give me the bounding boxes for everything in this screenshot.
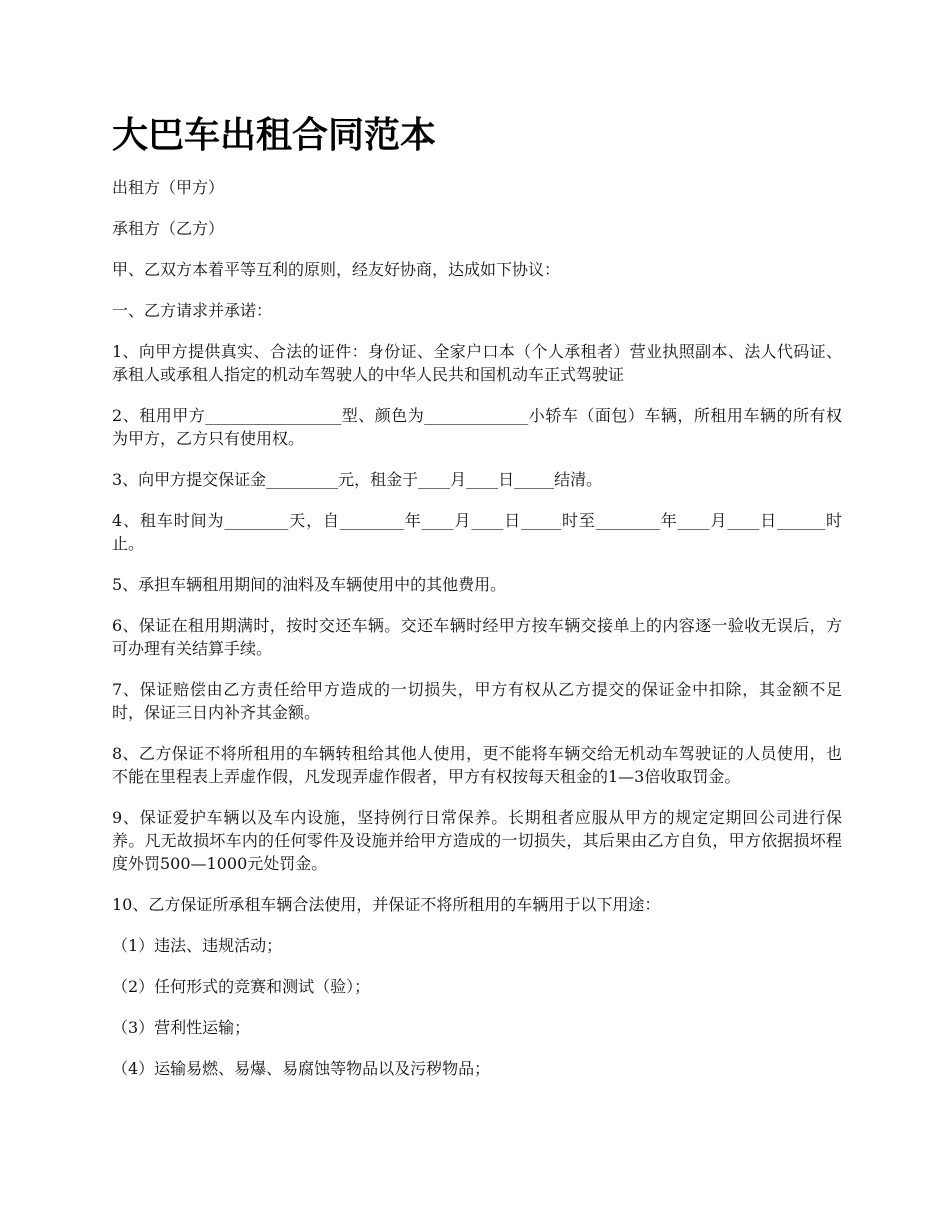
clause-3: 3、向甲方提交保证金_________元，租金于____月____日_____结清。 bbox=[112, 470, 603, 489]
clause-9: 9、保证爱护车辆以及车内设施，坚持例行日常保养。长期租者应服从甲方的规定定期回公司进行保养。凡无故损坏车内的任何零件及设施并给甲方造成的一切损失，其后果由乙方自负，甲方依据损坏程度外罚500—1000元处罚金。 bbox=[112, 808, 842, 873]
clause-2: 2、租用甲方_________________型、颜色为_____________小轿车（面包）车辆，所租用车辆的所有权为甲方，乙方只有使用权。 bbox=[112, 406, 842, 448]
paragraph-lessor: 出租方（甲方） bbox=[112, 178, 225, 197]
sub-item-4: （4）运输易燃、易爆、易腐蚀等物品以及污秽物品； bbox=[112, 1059, 491, 1078]
document-body bbox=[112, 176, 842, 1098]
sub-item-1: （1）违法、违规活动； bbox=[112, 936, 283, 955]
clause-5: 5、承担车辆租用期间的油料及车辆使用中的其他费用。 bbox=[112, 575, 507, 594]
clause-6: 6、保证在租用期满时，按时交还车辆。交还车辆时经甲方按车辆交接单上的内容逐一验收无误后，方可办理有关结算手续。 bbox=[112, 616, 842, 658]
clause-10: 10、乙方保证所承租车辆合法使用，并保证不将所租用的车辆用于以下用途： bbox=[112, 895, 661, 914]
document-title: 大巴车出租合同范本 bbox=[112, 115, 437, 156]
clause-1: 1、向甲方提供真实、合法的证件：身份证、全家户口本（个人承租者）营业执照副本、法人代码证、承租人或承租人指定的机动车驾驶人的中华人民共和国机动车正式驾驶证 bbox=[112, 342, 842, 384]
clause-4: 4、租车时间为________天，自________年____月____日_____时至________年____月____日______时止。 bbox=[112, 511, 842, 553]
clause-8: 8、乙方保证不将所租用的车辆转租给其他人使用，更不能将车辆交给无机动车驾驶证的人员使用，也不能在里程表上弄虚作假，凡发现弄虚作假者，甲方有权按每天租金的1—3倍收取罚金。 bbox=[112, 744, 842, 786]
sub-item-2: （2）任何形式的竞赛和测试（验）； bbox=[112, 977, 371, 996]
paragraph-lessee: 承租方（乙方） bbox=[112, 219, 225, 238]
sub-item-3: （3）营利性运输； bbox=[112, 1018, 251, 1037]
section-heading-1: 一、乙方请求并承诺： bbox=[112, 301, 273, 320]
paragraph-intro: 甲、乙双方本着平等互利的原则，经友好协商，达成如下协议： bbox=[112, 260, 561, 279]
clause-7: 7、保证赔偿由乙方责任给甲方造成的一切损失，甲方有权从乙方提交的保证金中扣除，其金额不足时，保证三日内补齐其金额。 bbox=[112, 680, 842, 722]
